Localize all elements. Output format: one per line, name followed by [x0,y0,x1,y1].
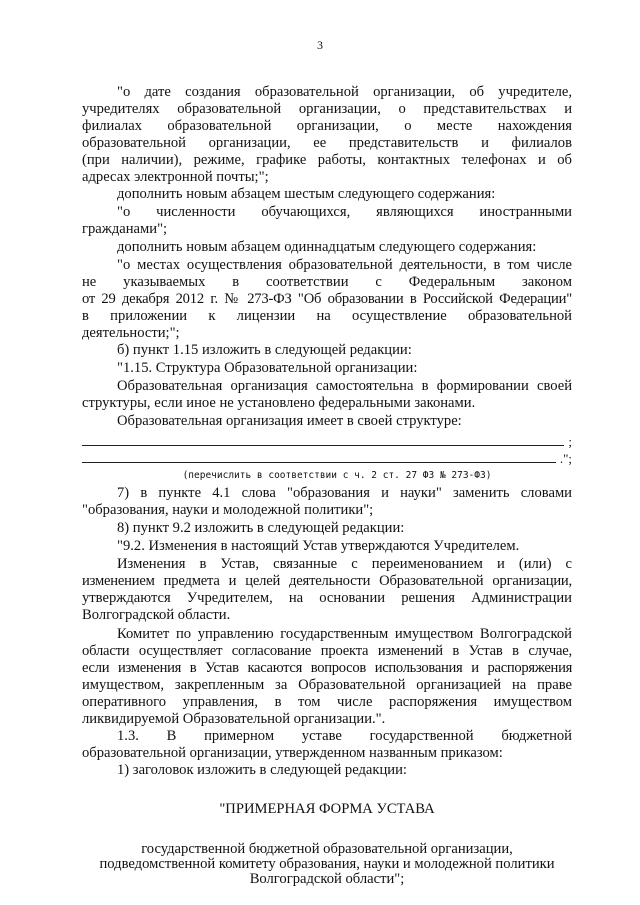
blank-line-2 [82,450,572,467]
paragraph-property-committee [82,626,572,728]
text-line: от 29 декабря 2012 г. № 273-ФЗ "Об образовании в Российской Федерации" [82,291,572,307]
text-line: оперативного управления, в том числе распоряжения имуществом [82,694,572,710]
text-line: в приложении к лицензии на осуществление образовательной [82,308,572,324]
paragraph-1-3 [82,728,572,762]
paragraph-locations [82,257,572,342]
text-line: гражданами"; [82,221,168,237]
paragraph-structure-has: Образовательная организация имеет в своей структуре: [117,413,462,429]
paragraph-clause-9-2: "9.2. Изменения в настоящий Устав утверждаются Учредителем. [117,538,520,554]
text-line: "о численности обучающихся, являющихся иностранными [117,204,572,220]
text-line: учредителях образовательной организации, о представительствах и [82,101,572,117]
underline [82,462,556,463]
text-line: Волгоградской области. [82,607,231,623]
text-line: ликвидируемой Образовательной организации.". [82,711,386,727]
paragraph-structure-independence [82,378,572,412]
text-line: Комитет по управлению государственным имуществом Волгоградской [117,626,572,642]
text-line: 7) в пункте 4.1 слова "образования и науки" заменить словами [117,485,572,501]
paragraph-structure-heading: "1.15. Структура Образовательной организации: [117,360,418,376]
fill-in-hint: (перечислить в соответствии с ч. 2 ст. 27 ФЗ № 273-ФЗ) [182,470,492,481]
text-line: "образования, науки и молодежной политики"; [82,502,374,518]
text-line: Образовательная организация самостоятельна в формировании своей [117,378,572,394]
text-line: 1.3. В примерном уставе государственной бюджетной [117,728,572,744]
charter-subtitle [82,842,572,887]
text-line: "о местах осуществления образовательной деятельности, в том числе [117,257,572,273]
text-line: образовательной организации, утвержденном названным приказом: [82,745,503,761]
page-number: 3 [317,38,323,52]
paragraph-item-8: 8) пункт 9.2 изложить в следующей редакции: [117,520,405,536]
subtitle-line: Волгоградской области"; [249,871,405,887]
text-line: структуры, если иное не установлено федеральными законами. [82,395,476,411]
document-body [82,84,572,887]
text-line: образовательной организации, ее представительств и филиалов [82,135,572,151]
text-line: (при наличии), режиме, графике работы, контактных телефонах и об [82,152,572,168]
text-line: не указываемых в соответствии с Федеральным законом [82,274,572,290]
subtitle-line: подведомственной комитету образования, науки и молодежной политики [99,856,555,872]
blank-end-mark: ."; [559,451,572,466]
fill-in-field[interactable] [82,433,572,482]
text-line: утверждаются Учредителем, на основании решения Администрации [82,590,572,606]
paragraph-charter-changes [82,556,572,624]
text-line: имуществом, закрепленным за Образовательной организацией на праве [82,677,572,693]
paragraph-add-eleventh: дополнить новым абзацем одиннадцатым следующего содержания: [117,239,537,255]
text-line: изменением предмета и целей деятельности Образовательной организации, [82,573,572,589]
blank-end-mark: ; [568,434,572,449]
text-line: области осуществляет согласование проекта изменений в Устав в случае, [82,643,572,659]
paragraph-add-sixth: дополнить новым абзацем шестым следующего содержания: [117,186,496,202]
subtitle-line: государственной бюджетной образовательной организации, [141,841,513,857]
text-line: если изменения в Устав касаются вопросов использования и распоряжения [82,660,572,676]
blank-line-1 [82,433,572,450]
paragraph-item-b: б) пункт 1.15 изложить в следующей редакции: [117,342,412,358]
text-line: Изменения в Устав, связанные с переименованием и (или) с [117,556,572,572]
text-line: "о дате создания образовательной организации, об учредителе, [117,84,572,100]
text-line: филиалах образовательной организации, о месте нахождения [82,118,572,134]
charter-title: "ПРИМЕРНАЯ ФОРМА УСТАВА [219,801,435,817]
paragraph-contacts [82,84,572,186]
paragraph-item-7 [82,485,572,519]
paragraph-item-1: 1) заголовок изложить в следующей редакции: [117,762,407,778]
paragraph-foreign-students [82,204,572,238]
text-line: деятельности;"; [82,325,180,341]
text-line: адресах электронной почты;"; [82,169,269,185]
underline [82,445,564,446]
